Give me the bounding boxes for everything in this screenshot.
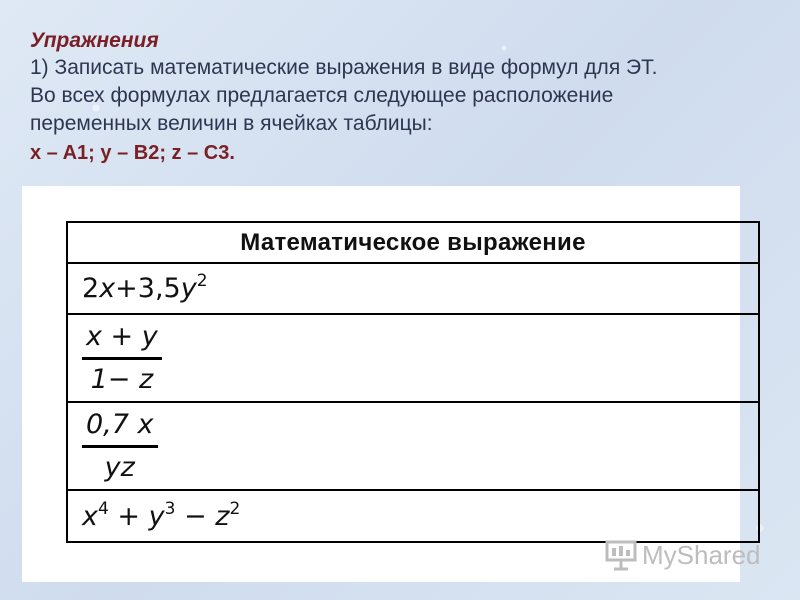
variable-mapping: x – A1; y – B2; z – C3.: [30, 142, 235, 164]
formula-4: $x^4 + y^3 - z^2$: [82, 498, 241, 532]
slide-title: Упражнения: [30, 29, 159, 52]
watermark-text: MyShared: [642, 539, 761, 570]
expression-cell-2: [67, 314, 759, 402]
formula-1: $2x+3,5y^2$: [82, 271, 208, 304]
table-panel: [22, 186, 740, 582]
slide-header: [30, 27, 790, 168]
description-line-1: Во всех формулах предлагается следующее расположение: [30, 84, 614, 107]
denominator: yz: [104, 451, 135, 483]
watermark: [604, 539, 761, 571]
description-line-2: переменных величин в ячейках таблицы:: [30, 112, 433, 135]
table-row: [67, 490, 759, 542]
expression-cell-4: [67, 490, 759, 542]
fraction-bar: [82, 357, 162, 360]
table-row: [67, 314, 759, 402]
denominator: 1− z: [90, 363, 154, 395]
fraction-bar: [82, 445, 158, 448]
presentation-board-icon: [604, 539, 638, 571]
expression-table: [66, 221, 760, 543]
expression-cell-1: [67, 263, 759, 314]
numerator: 0,7 x: [86, 408, 154, 440]
fraction-2: [82, 320, 162, 397]
expression-cell-3: [67, 402, 759, 490]
numerator: x + y: [86, 320, 158, 352]
table-row: [67, 263, 759, 314]
task-text: 1) Записать математические выражения в виде формул для ЭТ.: [30, 56, 658, 79]
table-row: [67, 402, 759, 490]
fraction-3: [82, 408, 158, 485]
table-header: Математическое выражение: [67, 222, 759, 263]
